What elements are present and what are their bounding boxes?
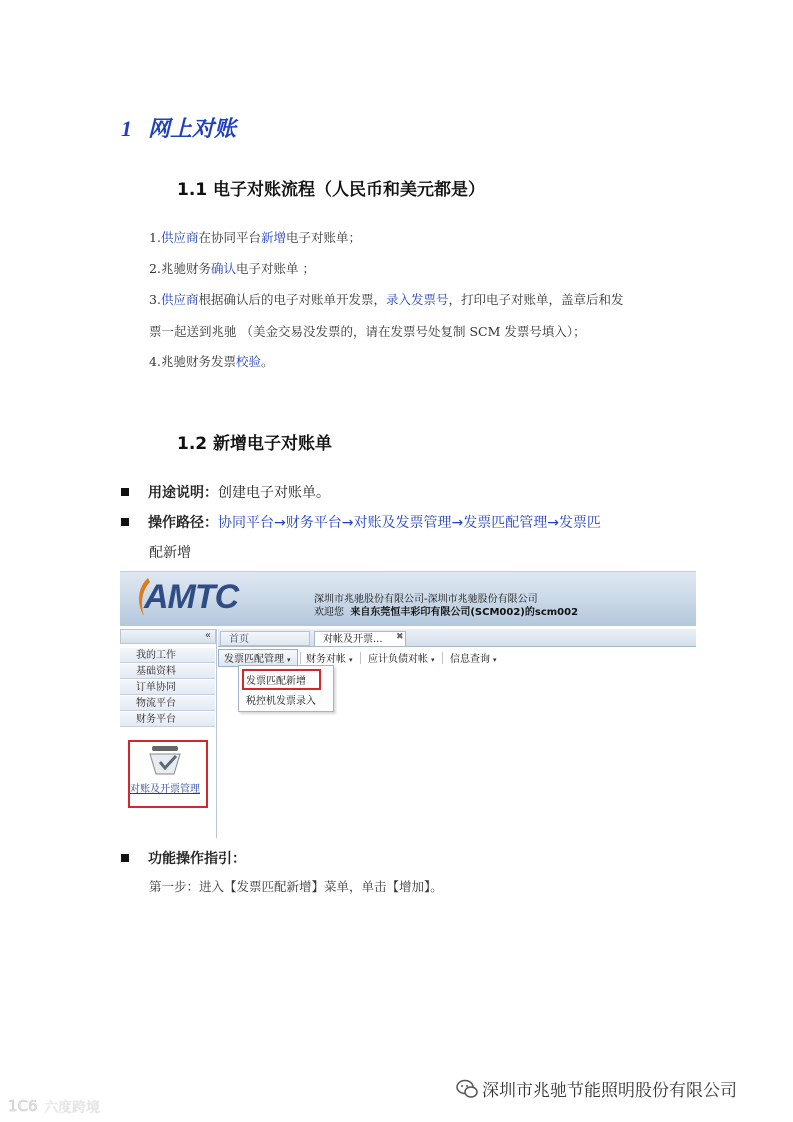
heading-1-title: 网上对账 xyxy=(148,116,237,141)
sidebar-item-orders[interactable]: 订单协同 xyxy=(120,680,215,695)
step-3-continued: 票一起送到兆驰 （美金交易没发票的，请在发票号处复制 SCM 发票号填入）； xyxy=(149,324,586,339)
chevron-down-icon: ▾ xyxy=(493,656,497,664)
bullet-icon xyxy=(121,518,129,526)
reconciliation-icon[interactable] xyxy=(146,744,186,778)
embedded-screenshot xyxy=(120,571,696,838)
path-row: 操作路径：协同平台→财务平台→对账及发票管理→发票匹配管理→发票匹 xyxy=(121,512,601,532)
menu-invoice-matching[interactable]: 发票匹配管理 ▾ xyxy=(224,654,291,665)
section-1-1-title: 1.1 电子对账流程（人民币和美元都是） xyxy=(177,180,486,200)
sidebar-item-my-work[interactable]: 我的工作 xyxy=(120,648,215,663)
step-3: 3.供应商根据确认后的电子对账单开发票，录入发票号，打印电子对账单，盖章后和发 xyxy=(149,292,624,307)
step-2: 2.兆驰财务确认电子对账单 ； xyxy=(149,261,315,276)
app-header xyxy=(120,572,696,626)
step-4: 4.兆驰财务发票校验。 xyxy=(149,354,274,369)
tab-home[interactable]: 首页 xyxy=(220,631,310,646)
close-icon[interactable]: ✖ xyxy=(396,632,404,642)
sidebar-item-logistics[interactable]: 物流平台 xyxy=(120,696,215,711)
svg-text:1C6: 1C6 xyxy=(8,1097,38,1115)
tab-reconciliation[interactable]: 对帐及开票... xyxy=(314,631,406,646)
heading-1 xyxy=(121,112,236,143)
bullet-icon xyxy=(121,854,129,862)
menu-divider xyxy=(300,652,301,664)
footer-brand: 深圳市兆驰节能照明股份有限公司 xyxy=(482,1081,737,1101)
menu-divider xyxy=(360,652,361,664)
dropdown-highlight-box xyxy=(242,669,321,690)
watermark-logo xyxy=(8,1094,42,1116)
chevron-down-icon: ▾ xyxy=(349,656,353,664)
sidebar-item-basic-data[interactable]: 基础资料 xyxy=(120,664,215,679)
reconciliation-link[interactable]: 对账及开票管理 xyxy=(130,784,200,795)
heading-1-number: 1 xyxy=(121,116,132,141)
dropdown-item-tax-invoice-entry[interactable]: 税控机发票录入 xyxy=(246,696,316,707)
usage-row: 用途说明：创建电子对账单。 xyxy=(121,482,330,502)
menu-finance-recon[interactable]: 财务对帐 ▾ xyxy=(306,654,353,665)
menu-divider xyxy=(442,652,443,664)
watermark-text: 六度跨境 xyxy=(44,1100,100,1116)
chevron-down-icon: ▾ xyxy=(287,656,291,664)
section-1-2-title: 1.2 新增电子对账单 xyxy=(177,434,333,454)
welcome-line: 欢迎您 来自东莞恒丰彩印有限公司(SCM002)的scm002 xyxy=(314,607,579,618)
sidebar-item-finance[interactable]: 财务平台 xyxy=(120,712,215,727)
path-row-continued: 配新增 xyxy=(149,545,191,561)
menu-info-query[interactable]: 信息查询 ▾ xyxy=(450,654,497,665)
app-logo: AMTC xyxy=(144,578,239,616)
company-line: 深圳市兆驰股份有限公司-深圳市兆驰股份有限公司 xyxy=(314,594,538,605)
step-1: 1.供应商在协同平台新增电子对账单； xyxy=(149,230,361,245)
collapse-icon[interactable]: « xyxy=(204,630,211,641)
step-1-instruction: 第一步：进入【发票匹配新增】菜单，单击【增加】。 xyxy=(149,879,443,894)
dropdown-item-invoice-match-new[interactable]: 发票匹配新增 xyxy=(246,676,306,687)
bullet-icon xyxy=(121,488,129,496)
sidebar-header xyxy=(120,629,216,644)
guide-row: 功能操作指引： xyxy=(121,848,246,868)
wechat-icon xyxy=(456,1079,478,1099)
chevron-down-icon: ▾ xyxy=(431,656,435,664)
menu-accrued-liability[interactable]: 应计负债对帐 ▾ xyxy=(368,654,435,665)
